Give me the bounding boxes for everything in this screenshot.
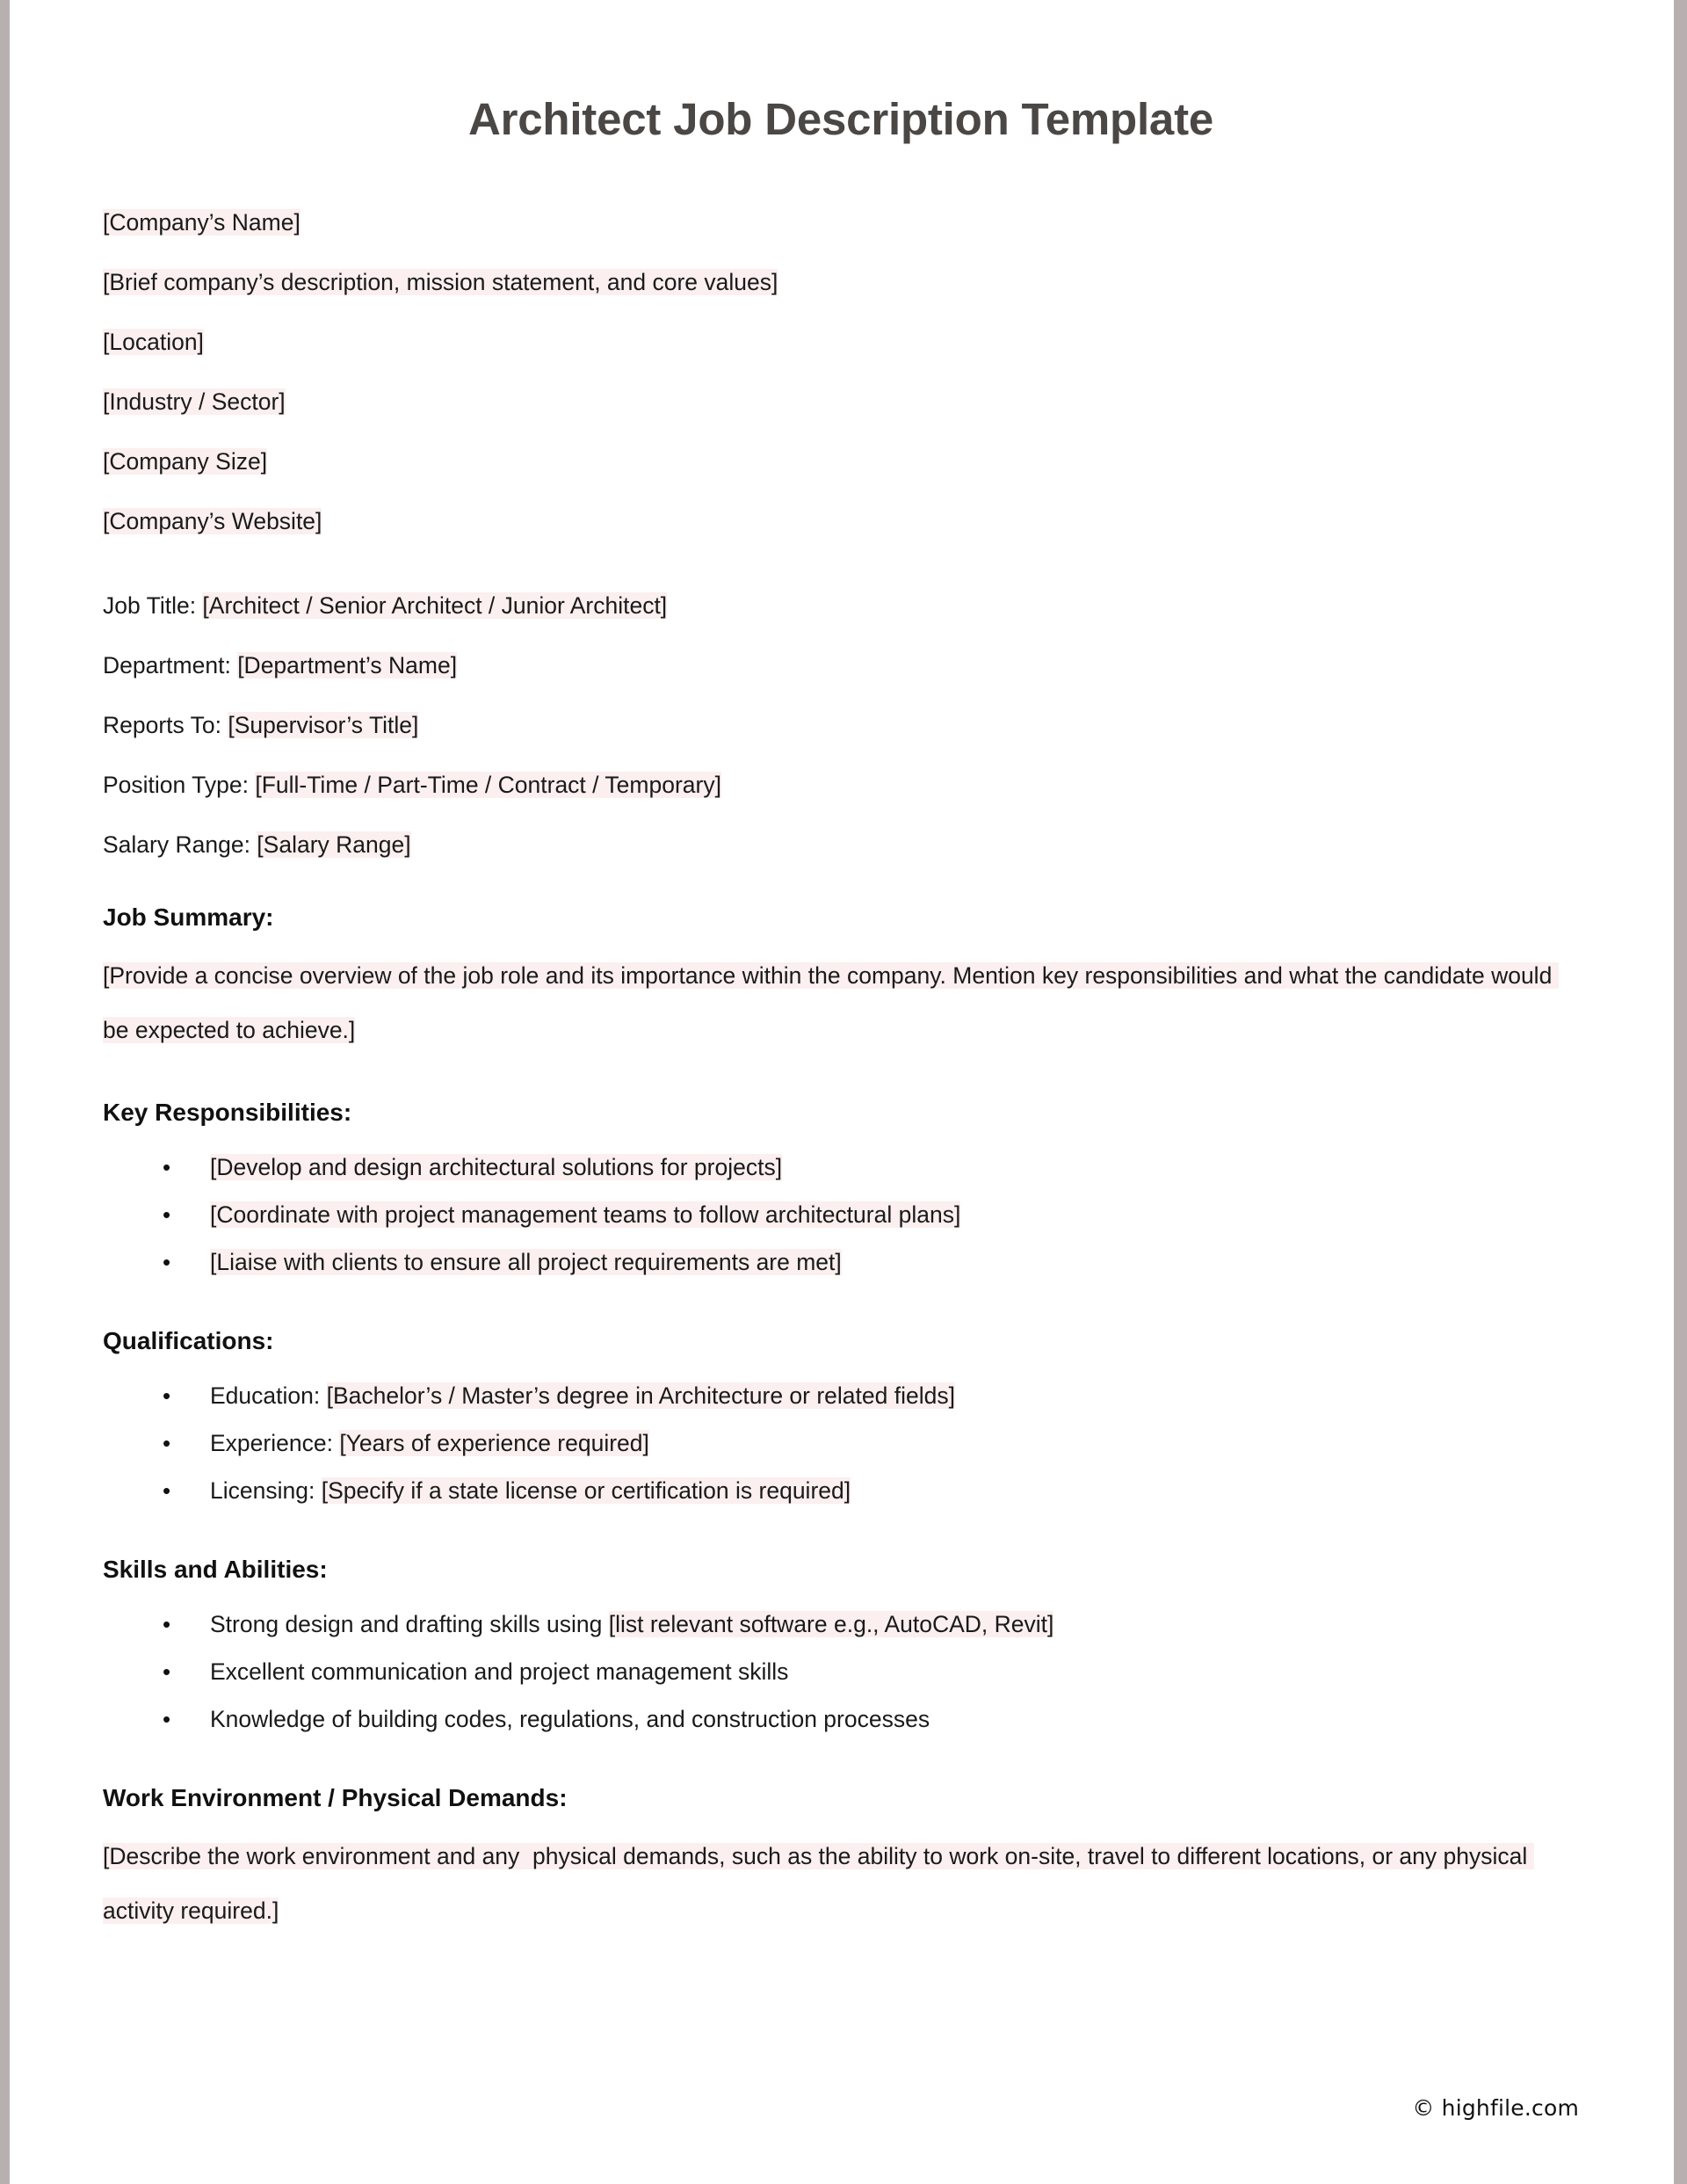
company-line-name	[103, 192, 1579, 252]
list-item	[103, 1695, 1579, 1743]
software-placeholder: [list relevant software e.g., AutoCAD, Revit]	[608, 1611, 1054, 1638]
spacer-before-qualifications	[103, 1286, 1579, 1310]
spacer-before-job-summary	[103, 874, 1579, 887]
licensing-placeholder: [Specify if a state license or certification is required]	[321, 1477, 851, 1505]
list-item	[103, 1419, 1579, 1467]
position-line-position-type	[103, 755, 1579, 815]
page-title: Architect Job Description Template	[467, 94, 1214, 144]
company-line-industry	[103, 372, 1579, 432]
list-item	[103, 1600, 1579, 1648]
section-qualifications	[103, 1310, 1579, 1514]
spacer-before-skills	[103, 1514, 1579, 1539]
job-title-label: Job Title:	[103, 592, 203, 620]
page-content	[10, 0, 1674, 2184]
list-item	[103, 1143, 1579, 1191]
section-key-responsibilities	[103, 1082, 1579, 1286]
reports-to-placeholder: [Supervisor’s Title]	[228, 712, 419, 739]
department-placeholder: [Department’s Name]	[237, 652, 458, 679]
footer-copyright: © highfile.com	[1412, 2095, 1579, 2121]
position-type-label: Position Type:	[103, 772, 256, 799]
job-title-placeholder: [Architect / Senior Architect / Junior Architect]	[202, 592, 668, 620]
company-industry-placeholder: [Industry / Sector]	[103, 388, 286, 416]
spacer-after-company	[103, 551, 1579, 576]
skills-and-abilities-heading: Skills and Abilities:	[103, 1556, 328, 1584]
skills-and-abilities-list	[103, 1600, 1579, 1743]
work-environment-placeholder: [Describe the work environment and any physical demands, such as the ability to work on-site, travel to different locations, or any physical activity required.]	[103, 1843, 1534, 1925]
qualifications-list	[103, 1372, 1579, 1514]
company-size-placeholder: [Company Size]	[103, 448, 268, 475]
section-job-summary	[103, 887, 1579, 1057]
position-line-reports-to	[103, 695, 1579, 755]
section-work-environment	[103, 1767, 1579, 1938]
reports-to-label: Reports To:	[103, 712, 228, 739]
salary-range-label: Salary Range:	[103, 831, 257, 859]
experience-placeholder: [Years of experience required]	[339, 1430, 649, 1457]
responsibility-placeholder-1: [Develop and design architectural solutions for projects]	[210, 1154, 783, 1181]
work-environment-heading: Work Environment / Physical Demands:	[103, 1784, 568, 1812]
department-label: Department:	[103, 652, 238, 679]
spacer-before-work-environment	[103, 1743, 1579, 1767]
responsibility-placeholder-2: [Coordinate with project management teams to follow architectural plans]	[210, 1201, 961, 1229]
responsibility-placeholder-3: [Liaise with clients to ensure all project requirements are met]	[210, 1249, 842, 1276]
job-summary-body	[103, 948, 1579, 1057]
licensing-label: Licensing:	[210, 1477, 322, 1505]
company-line-location	[103, 312, 1579, 372]
job-summary-heading: Job Summary:	[103, 903, 274, 932]
company-line-size	[103, 432, 1579, 491]
company-line-website	[103, 491, 1579, 551]
education-label: Education:	[210, 1382, 327, 1410]
list-item	[103, 1467, 1579, 1514]
skill-text-1: Strong design and drafting skills using	[210, 1611, 609, 1638]
salary-range-placeholder: [Salary Range]	[257, 831, 411, 859]
position-line-salary-range	[103, 815, 1579, 874]
experience-label: Experience:	[210, 1430, 340, 1457]
list-item	[103, 1238, 1579, 1286]
company-location-placeholder: [Location]	[103, 329, 204, 356]
position-line-job-title	[103, 576, 1579, 635]
company-line-description	[103, 252, 1579, 312]
position-details-block	[103, 576, 1579, 874]
position-type-placeholder: [Full-Time / Part-Time / Contract / Temporary]	[255, 772, 721, 799]
list-item	[103, 1191, 1579, 1238]
company-description-placeholder: [Brief company’s description, mission statement, and core values]	[103, 269, 778, 296]
document-page	[10, 0, 1674, 2184]
work-environment-body	[103, 1829, 1579, 1938]
company-website-placeholder: [Company’s Website]	[103, 508, 322, 535]
position-line-department	[103, 635, 1579, 695]
company-name-placeholder: [Company’s Name]	[103, 209, 300, 236]
skill-text-3: Knowledge of building codes, regulations, and construction processes	[210, 1706, 930, 1733]
job-summary-placeholder: [Provide a concise overview of the job role and its importance within the company. Mention key responsibilities and what the candidate would be expected to achieve.]	[103, 962, 1559, 1044]
list-item	[103, 1372, 1579, 1419]
education-placeholder: [Bachelor’s / Master’s degree in Architecture or related fields]	[326, 1382, 955, 1410]
key-responsibilities-heading: Key Responsibilities:	[103, 1099, 352, 1127]
company-info-block	[103, 192, 1579, 551]
section-skills-and-abilities	[103, 1539, 1579, 1743]
spacer-before-responsibilities	[103, 1057, 1579, 1082]
key-responsibilities-list	[103, 1143, 1579, 1286]
qualifications-heading: Qualifications:	[103, 1327, 274, 1355]
skill-text-2: Excellent communication and project management skills	[210, 1658, 789, 1686]
list-item	[103, 1648, 1579, 1695]
